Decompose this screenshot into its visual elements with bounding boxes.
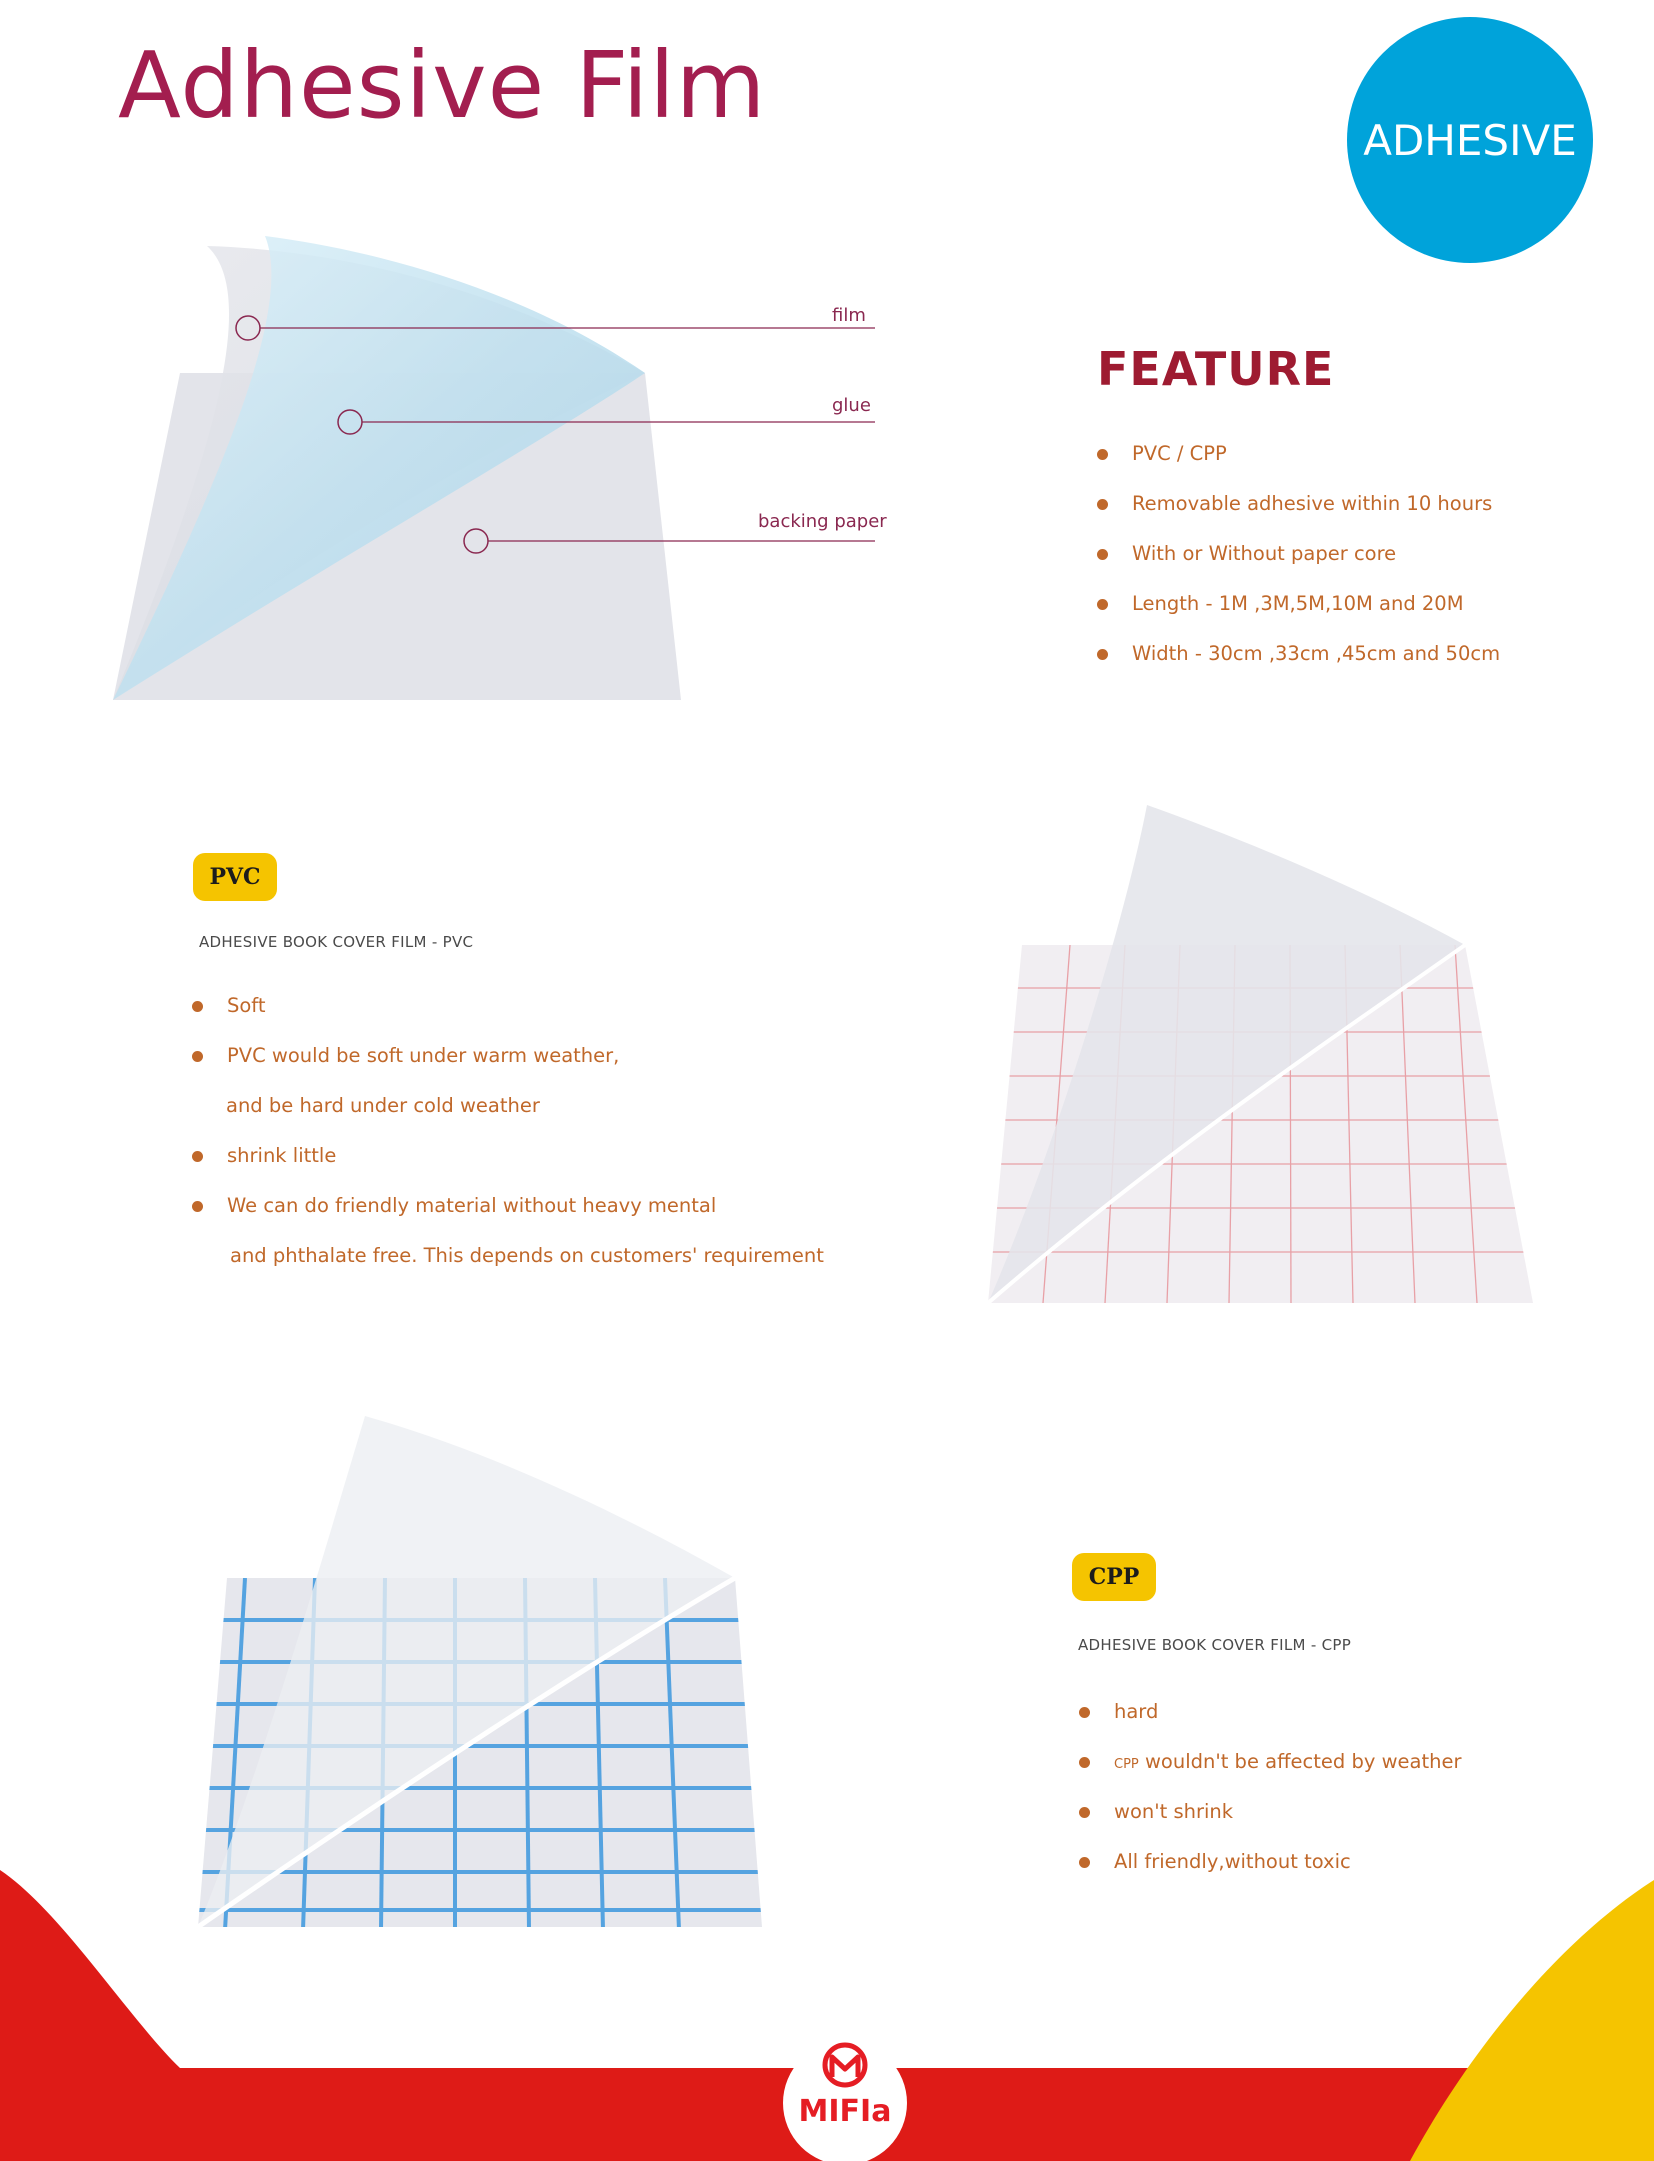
pvc-subtitle: ADHESIVE BOOK COVER FILM - PVC: [199, 933, 474, 951]
cpp-prefix: CPP: [1114, 1757, 1139, 1772]
list-item-continuation: and phthalate free. This depends on customers' requirement: [230, 1244, 824, 1267]
backing-paper-label: backing paper: [758, 511, 887, 532]
glue-label: glue: [832, 395, 871, 416]
list-item: Removable adhesive within 10 hours: [1097, 492, 1617, 542]
adhesive-badge: [1347, 17, 1593, 263]
list-item: PVC / CPP: [1097, 442, 1617, 492]
footer-yellow-wedge: [1410, 1880, 1654, 2161]
pvc-list: [192, 994, 892, 1294]
feature-list: [1097, 442, 1617, 692]
list-item: Soft: [192, 994, 892, 1044]
list-item: Length - 1M ,3M,5M,10M and 20M: [1097, 592, 1617, 642]
pvc-film-image: [985, 800, 1535, 1310]
adhesive-badge-label: ADHESIVE: [1363, 115, 1577, 165]
film-label: film: [832, 305, 866, 326]
page-title: Adhesive Film: [118, 32, 767, 139]
list-item-text: won't shrink: [1114, 1800, 1234, 1823]
list-item-continuation: and be hard under cold weather: [226, 1094, 540, 1117]
list-item-text: wouldn't be affected by weather: [1138, 1750, 1462, 1773]
mifia-logo: [780, 2037, 910, 2161]
cpp-film-image: [195, 1410, 765, 1935]
list-item: With or Without paper core: [1097, 542, 1617, 592]
list-item: [1079, 1700, 1599, 1750]
cpp-subtitle: ADHESIVE BOOK COVER FILM - CPP: [1078, 1636, 1352, 1654]
list-item: We can do friendly material without heavy mental: [192, 1194, 892, 1244]
list-item-text: All friendly,without toxic: [1114, 1850, 1351, 1873]
list-item-text: hard: [1114, 1700, 1159, 1723]
list-item: PVC would be soft under warm weather,: [192, 1044, 892, 1094]
logo-wordmark: MIFIa: [798, 2094, 892, 2129]
list-item: shrink little: [192, 1144, 892, 1194]
pvc-tag: PVC: [193, 853, 277, 901]
list-item: Width - 30cm ,33cm ,45cm and 50cm: [1097, 642, 1617, 692]
cpp-tag: CPP: [1072, 1553, 1156, 1601]
film-layer-diagram: [105, 230, 895, 710]
list-item: [1079, 1750, 1599, 1800]
list-item: [1079, 1800, 1599, 1850]
feature-heading: FEATURE: [1097, 342, 1335, 396]
